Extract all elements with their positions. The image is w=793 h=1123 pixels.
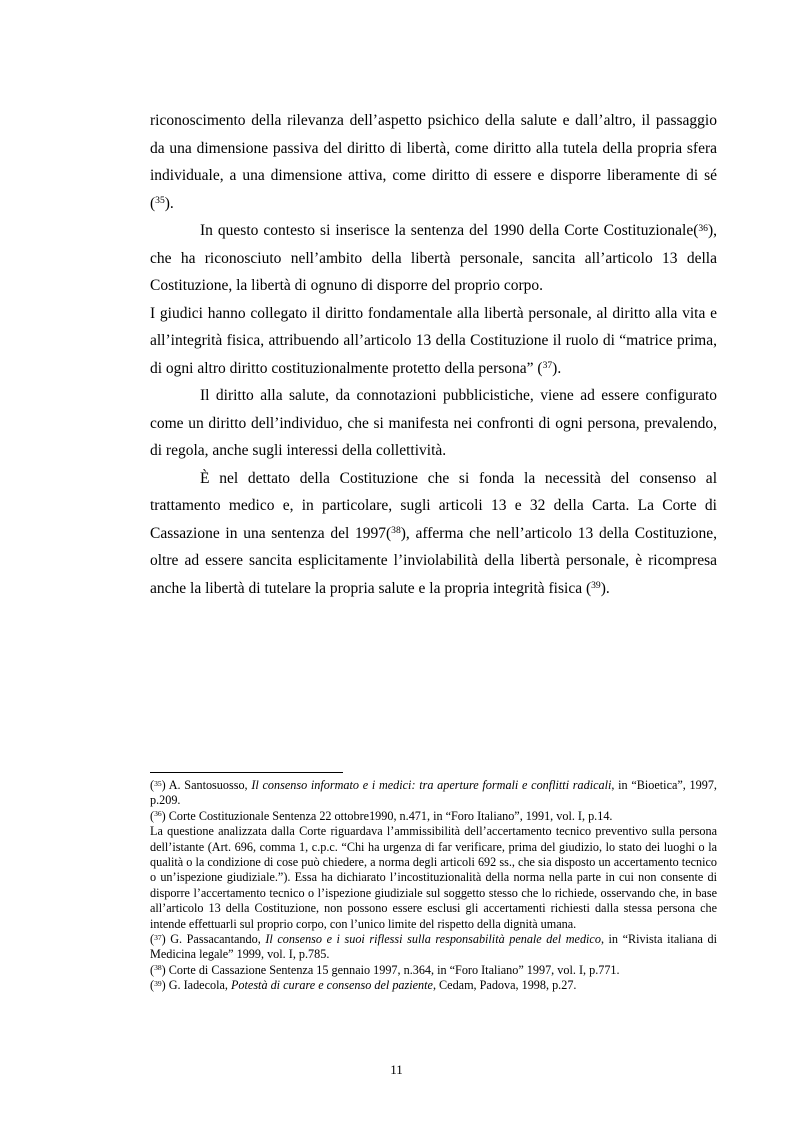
footnote-paren: ( — [150, 932, 155, 947]
paragraph-text: È nel dettato della Costituzione che si fonda la necessità del consenso al trattamento medico e, in particolare, sugli articoli 13 e 32 della Carta. La Corte di Cassazione in una sentenza del 1997( — [150, 469, 717, 542]
footnote-ref-36: 36 — [698, 222, 708, 234]
footnote-title: Potestà di curare e consenso del paziente — [230, 978, 433, 993]
footnote-paren: ( — [150, 808, 155, 823]
paragraph-text: ). — [552, 359, 562, 377]
footnote-paren: ( — [150, 978, 155, 993]
paragraph-text: ). — [164, 194, 174, 212]
footnote-text: , in “Bioetica”, 1997, p.209. — [150, 778, 717, 808]
footnote-text: ) Corte di Cassazione Sentenza 15 gennaio 1997, n.364, in “Foro Italiano” 1997, vol. I, p.771. — [161, 962, 620, 977]
footnote-text: ) G. Passacantando, — [161, 932, 266, 947]
footnote-number: 36 — [154, 809, 162, 819]
footnote-ref-37: 37 — [542, 360, 553, 372]
paragraph-5 — [150, 465, 717, 603]
footnote-number: 38 — [154, 963, 162, 973]
footnote-text: ) Corte Costituzionale Sentenza 22 ottobre1990, n.471, in “Foro Italiano”, 1991, vol. I, p.14. — [161, 808, 613, 823]
paragraph-4: Il diritto alla salute, da connotazioni pubblicistiche, viene ad essere configurato come un diritto dell’individuo, che si manifesta nei confronti di ogni persona, prevalendo, di regola, anche sugli interessi della collettività. — [150, 387, 717, 459]
footnote-title: Il consenso informato e i medici: tra aperture formali e conflitti radicali — [251, 778, 612, 792]
footnote-35 — [150, 778, 717, 809]
paragraph-text: I giudici hanno collegato il diritto fondamentale alla libertà personale, al diritto alla vita e all’integrità fisica, attribuendo all’articolo 13 della Costituzione il ruolo di “matrice prima, di ogni altro diritto costituzionalmente protetto della persona” ( — [150, 304, 717, 377]
footnote-39 — [150, 978, 717, 993]
paragraph-1 — [150, 107, 717, 217]
footnote-separator — [150, 772, 343, 773]
footnote-number: 35 — [154, 778, 162, 788]
main-text — [150, 107, 717, 602]
footnote-text: ) A. Santosuosso, — [161, 778, 252, 792]
footnote-title: Il consenso e i suoi riflessi sulla responsabilità penale del medico — [265, 932, 601, 947]
footnote-paren: ( — [150, 962, 155, 977]
paragraph-text: In questo contesto si inserisce la sentenza del 1990 della Corte Costituzionale( — [200, 222, 699, 239]
footnote-ref-38: 38 — [391, 525, 401, 537]
paragraph-text: ), afferma che nell’articolo 13 della Costituzione, oltre ad essere sancita esplicitamente l’inviolabilità della libertà personale, è ricompresa anche la libertà di tutelare la propria salute e la propria integrità fisica ( — [150, 524, 717, 597]
paragraph-text: ). — [600, 579, 610, 597]
footnote-text: , Cedam, Padova, 1998, p.27. — [432, 978, 577, 993]
footnote-ref-39: 39 — [591, 580, 601, 592]
page-number: 11 — [390, 1062, 403, 1077]
footnote-36-continuation: La questione analizzata dalla Corte riguardava l’ammissibilità dell’accertamento tecnico preventivo sulla persona dell’istante (Art. 696, comma 1, c.p.c. “Chi ha urgenza di far verificare, prima del giudizio, lo stato dei luoghi o la qualità o la condizione di cose può chiedere, a norma degli articoli 692 ss., che sia disposto un accertamento tecnico o un’ispezione giudiziale.”). Essa ha dichiarato l’incostituzionalità della norma nella parte in cui non consente di disporre l’accertamento tecnico o l’ispezione giudiziale sul soggetto stesso che lo richiede, osservando che, in base all’articolo 13 della Costituzione, non possono essere esclusi gli accertamenti richiesti dalla stessa persona che intende effettuarli sul proprio corpo, con l’unico limite del rispetto della dignità umana. — [150, 824, 717, 931]
footnote-37 — [150, 932, 717, 963]
footnote-text: ) G. Iadecola, — [161, 978, 231, 993]
paragraph-text: riconoscimento della rilevanza dell’aspetto psichico della salute e dall’altro, il passaggio da una dimensione passiva del diritto di libertà, come diritto alla tutela della propria sfera individuale, a una dimensione attiva, come diritto di essere e disporre liberamente di sé ( — [150, 112, 717, 212]
footnote-ref-35: 35 — [155, 195, 165, 207]
footnote-36 — [150, 809, 717, 824]
footnote-text: , in “Rivista italiana di Medicina legale” 1999, vol. I, p.785. — [150, 932, 717, 962]
paragraph-2 — [150, 217, 717, 300]
footnote-number: 39 — [154, 978, 162, 988]
paragraph-3 — [150, 300, 717, 383]
footnote-number: 37 — [154, 932, 162, 942]
footnotes — [150, 778, 717, 994]
paragraph-text: ), che ha riconosciuto nell’ambito della libertà personale, sancita all’articolo 13 della Costituzione, la libertà di ognuno di disporre del proprio corpo. — [150, 222, 717, 294]
footnote-38 — [150, 963, 717, 978]
footnote-paren: ( — [150, 778, 155, 792]
